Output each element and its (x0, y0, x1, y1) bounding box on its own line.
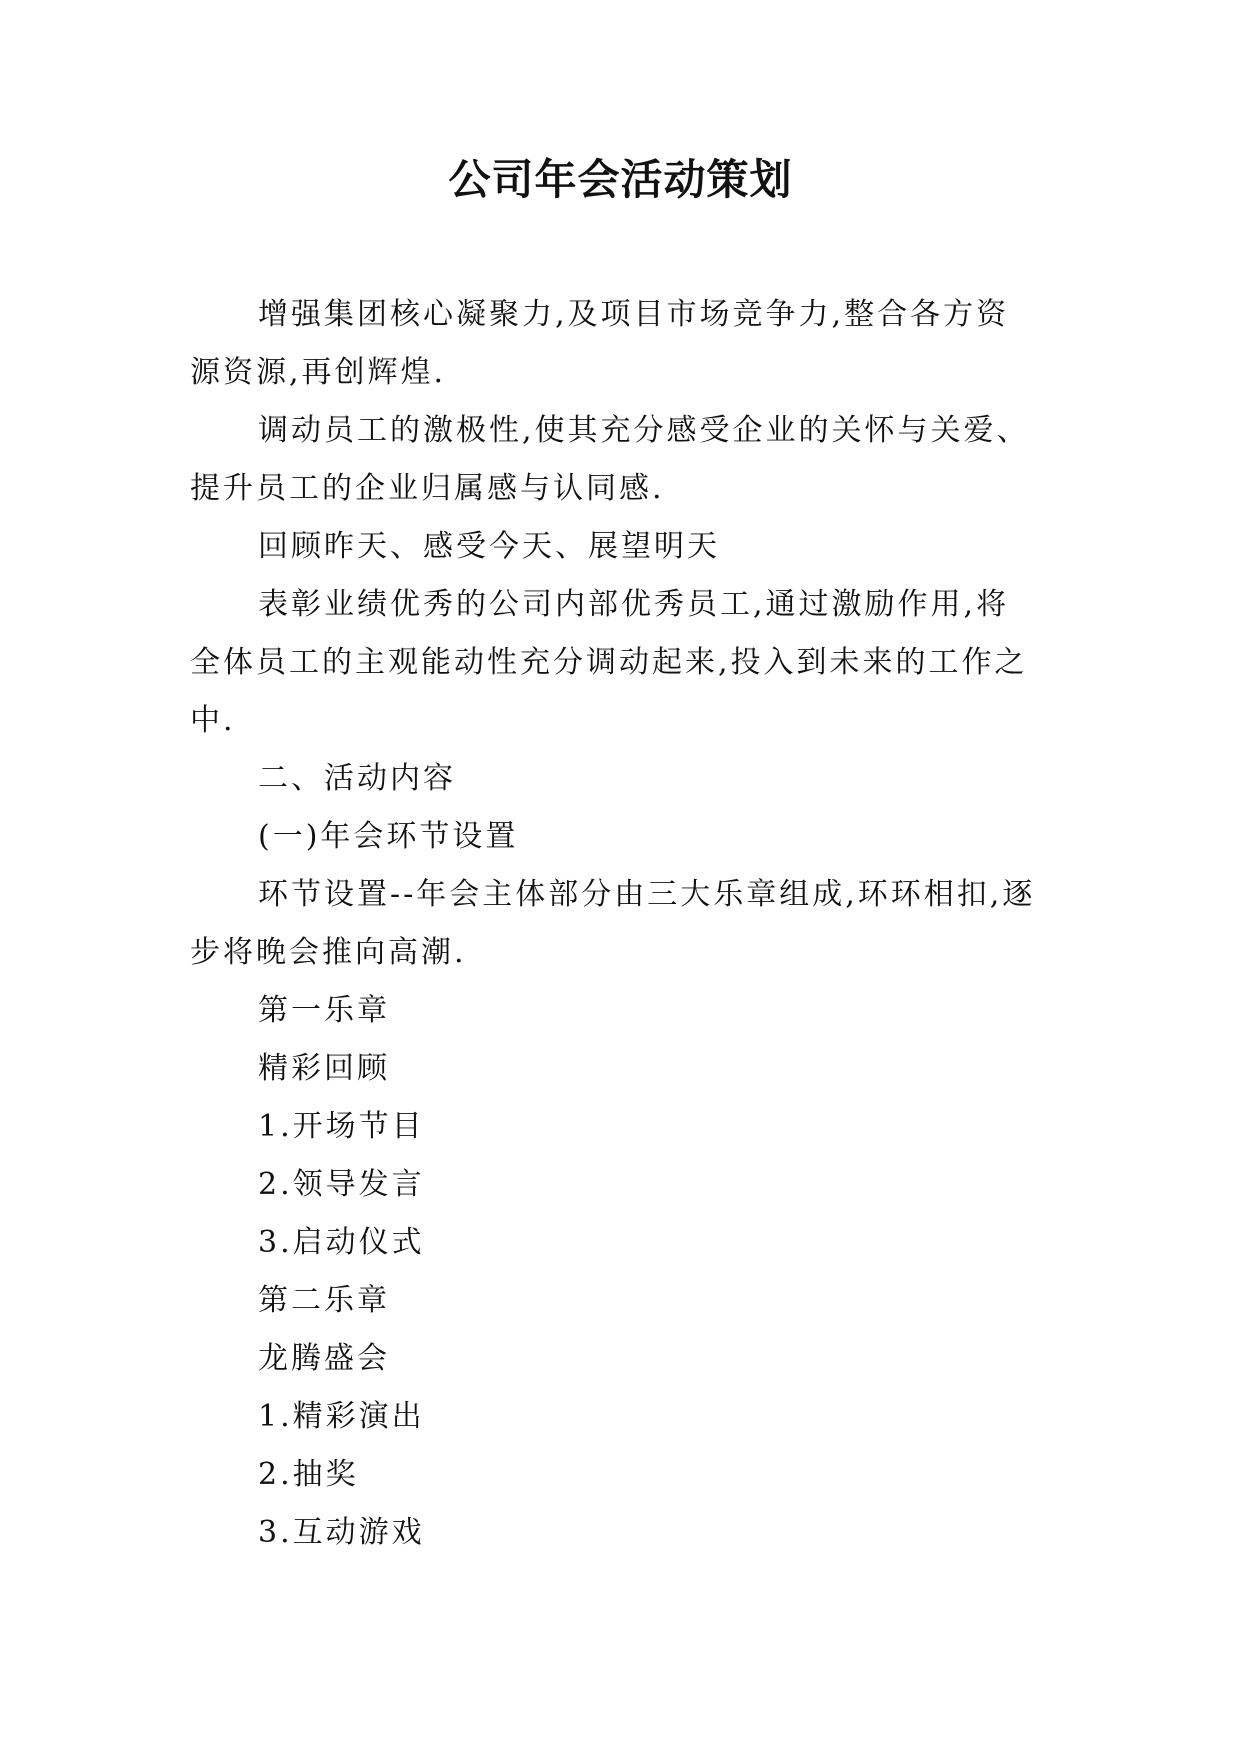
paragraph-line: 回顾昨天、感受今天、展望明天 (258, 529, 720, 564)
paragraph-line: 增强集团核心凝聚力,及项目市场竞争力,整合各方资 (258, 297, 1010, 332)
paragraph-line: 调动员工的激极性,使其充分感受企业的关怀与关爱、 (258, 413, 1030, 448)
movement-subtitle: 龙腾盛会 (258, 1341, 390, 1376)
paragraph-line: 全体员工的主观能动性充分调动起来,投入到未来的工作之 (190, 645, 1028, 680)
list-item: 1.精彩演出 (258, 1399, 425, 1434)
section-heading: 二、活动内容 (258, 761, 456, 796)
document-title: 公司年会活动策划 (448, 155, 793, 204)
movement-heading: 第一乐章 (258, 993, 390, 1028)
list-item: 1.开场节目 (258, 1109, 425, 1144)
paragraph-line: 步将晚会推向高潮. (190, 935, 467, 970)
paragraph-line: 表彰业绩优秀的公司内部优秀员工,通过激励作用,将 (258, 587, 1010, 622)
paragraph-line: 源资源,再创辉煌. (190, 355, 447, 390)
list-item: 2.抽奖 (258, 1457, 359, 1492)
movement-subtitle: 精彩回顾 (258, 1051, 390, 1086)
paragraph-line: 提升员工的企业归属感与认同感. (190, 471, 665, 506)
list-item: 3.启动仪式 (258, 1225, 425, 1260)
paragraph-line: 中. (190, 703, 236, 738)
list-item: 2.领导发言 (258, 1167, 425, 1202)
paragraph-line: 环节设置--年会主体部分由三大乐章组成,环环相扣,逐 (258, 877, 1036, 912)
movement-heading: 第二乐章 (258, 1283, 390, 1318)
subsection-heading: (一)年会环节设置 (258, 819, 519, 854)
document-body (190, 286, 1050, 1562)
list-item: 3.互动游戏 (258, 1515, 425, 1550)
